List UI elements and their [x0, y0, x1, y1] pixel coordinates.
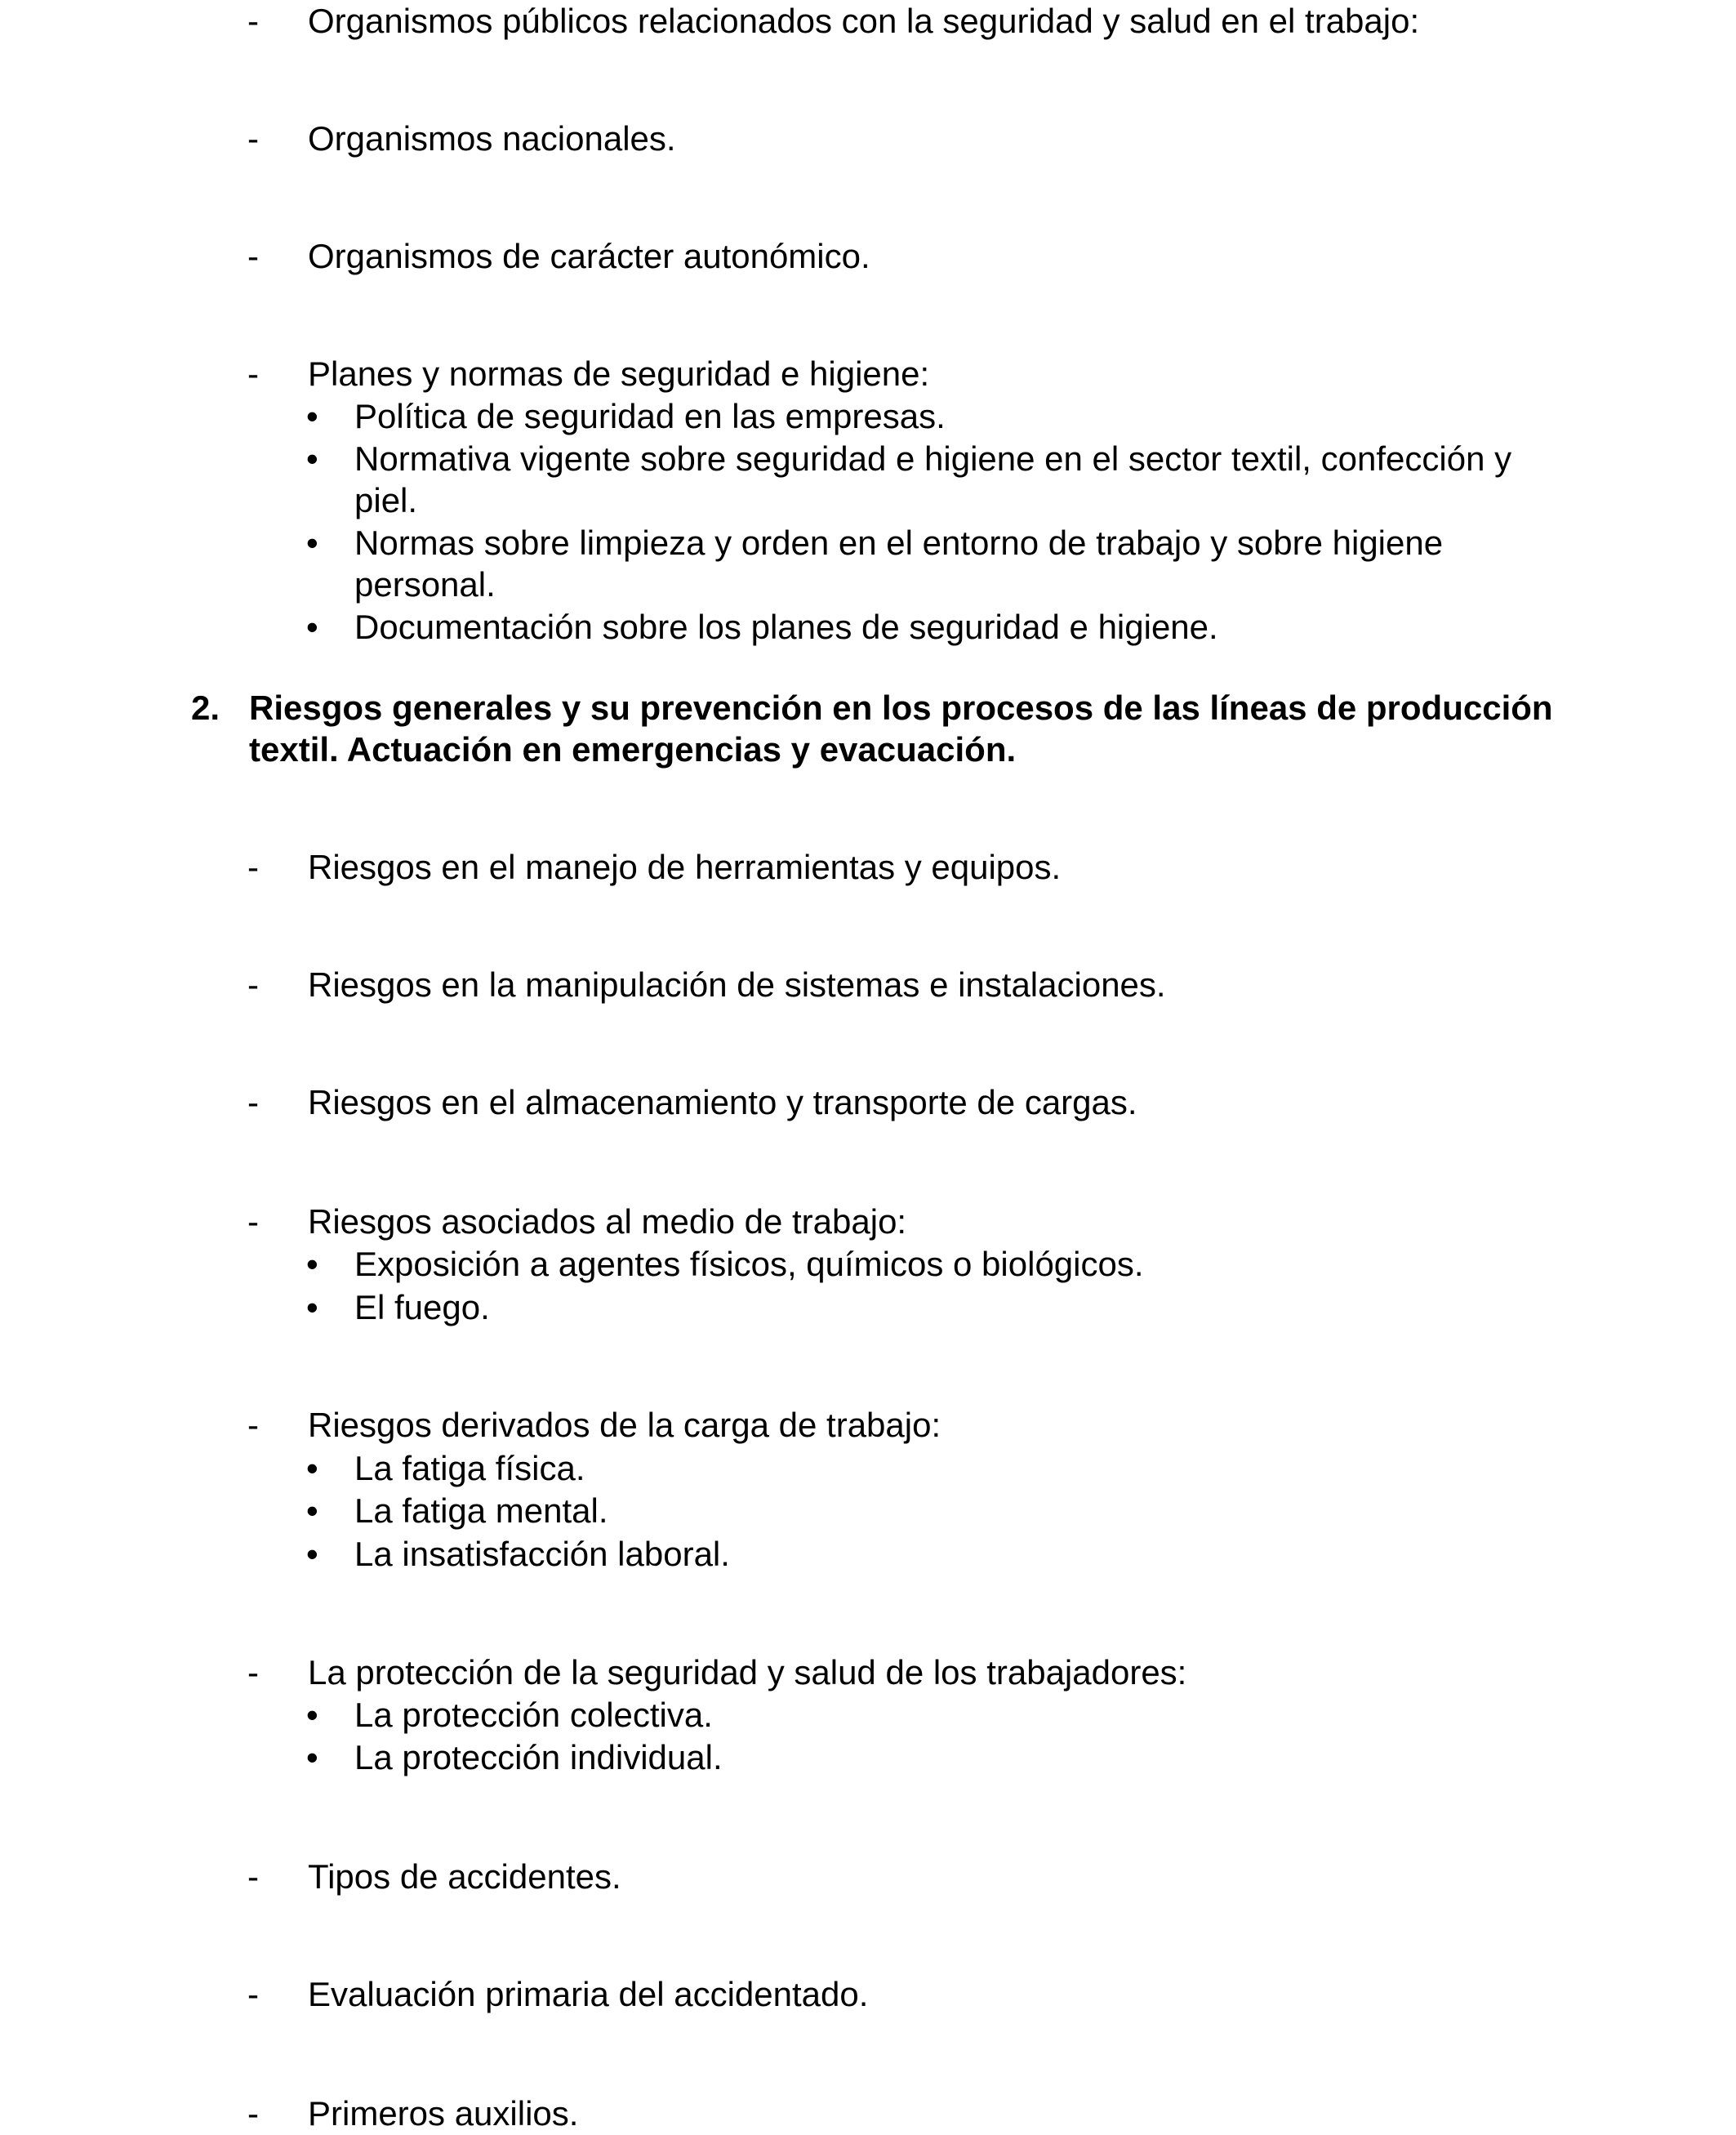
- list-item: Riesgos en el manejo de herramientas y equipos.: [308, 848, 1062, 886]
- sub-list-item-continuation: personal.: [354, 565, 496, 604]
- sub-list-item: La protección colectiva.: [354, 1696, 713, 1734]
- list-item: Tipos de accidentes.: [308, 1857, 621, 1896]
- bullet-marker: •: [306, 1535, 318, 1573]
- dash-marker: -: [247, 237, 259, 275]
- section-heading-continuation: textil. Actuación en emergencias y evacuación.: [249, 730, 1017, 769]
- dash-marker: -: [247, 119, 259, 158]
- list-item: Planes y normas de seguridad e higiene:: [308, 354, 930, 393]
- bullet-marker: •: [306, 1245, 318, 1283]
- sub-list-item: La fatiga física.: [354, 1449, 585, 1487]
- dash-marker: -: [247, 2094, 259, 2133]
- sub-list-item: Política de seguridad en las empresas.: [354, 397, 946, 435]
- section-heading: Riesgos generales y su prevención en los procesos de las líneas de producción: [249, 689, 1553, 727]
- sub-list-item: El fuego.: [354, 1288, 490, 1326]
- sub-list-item: La fatiga mental.: [354, 1491, 608, 1530]
- sub-list-item: La insatisfacción laboral.: [354, 1535, 730, 1573]
- sub-list-item: Documentación sobre los planes de seguridad e higiene.: [354, 608, 1218, 646]
- bullet-marker: •: [306, 1738, 318, 1776]
- dash-marker: -: [247, 2, 259, 40]
- section-number: 2.: [191, 689, 220, 727]
- list-item: Organismos de carácter autonómico.: [308, 237, 870, 275]
- bullet-marker: •: [306, 1288, 318, 1326]
- list-item: Riesgos asociados al medio de trabajo:: [308, 1202, 907, 1241]
- bullet-marker: •: [306, 439, 318, 478]
- dash-marker: -: [247, 1975, 259, 2013]
- list-item: Riesgos derivados de la carga de trabajo:: [308, 1406, 941, 1444]
- bullet-marker: •: [306, 608, 318, 646]
- dash-marker: -: [247, 965, 259, 1004]
- dash-marker: -: [247, 848, 259, 886]
- list-item: La protección de la seguridad y salud de los trabajadores:: [308, 1653, 1187, 1692]
- bullet-marker: •: [306, 1449, 318, 1487]
- dash-marker: -: [247, 354, 259, 393]
- bullet-marker: •: [306, 397, 318, 435]
- list-item: Organismos nacionales.: [308, 119, 676, 158]
- sub-list-item: Normativa vigente sobre seguridad e higiene en el sector textil, confección y: [354, 439, 1512, 478]
- list-item: Riesgos en la manipulación de sistemas e instalaciones.: [308, 965, 1166, 1004]
- dash-marker: -: [247, 1202, 259, 1241]
- list-item: Riesgos en el almacenamiento y transporte de cargas.: [308, 1083, 1137, 1121]
- list-item: Primeros auxilios.: [308, 2094, 579, 2133]
- list-item: Organismos públicos relacionados con la seguridad y salud en el trabajo:: [308, 2, 1420, 40]
- sub-list-item: La protección individual.: [354, 1738, 723, 1776]
- dash-marker: -: [247, 1857, 259, 1896]
- sub-list-item-continuation: piel.: [354, 481, 418, 519]
- sub-list-item: Exposición a agentes físicos, químicos o biológicos.: [354, 1245, 1144, 1283]
- dash-marker: -: [247, 1406, 259, 1444]
- bullet-marker: •: [306, 1491, 318, 1530]
- dash-marker: -: [247, 1083, 259, 1121]
- bullet-marker: •: [306, 524, 318, 562]
- dash-marker: -: [247, 1653, 259, 1692]
- bullet-marker: •: [306, 1696, 318, 1734]
- sub-list-item: Normas sobre limpieza y orden en el entorno de trabajo y sobre higiene: [354, 524, 1444, 562]
- list-item: Evaluación primaria del accidentado.: [308, 1975, 869, 2013]
